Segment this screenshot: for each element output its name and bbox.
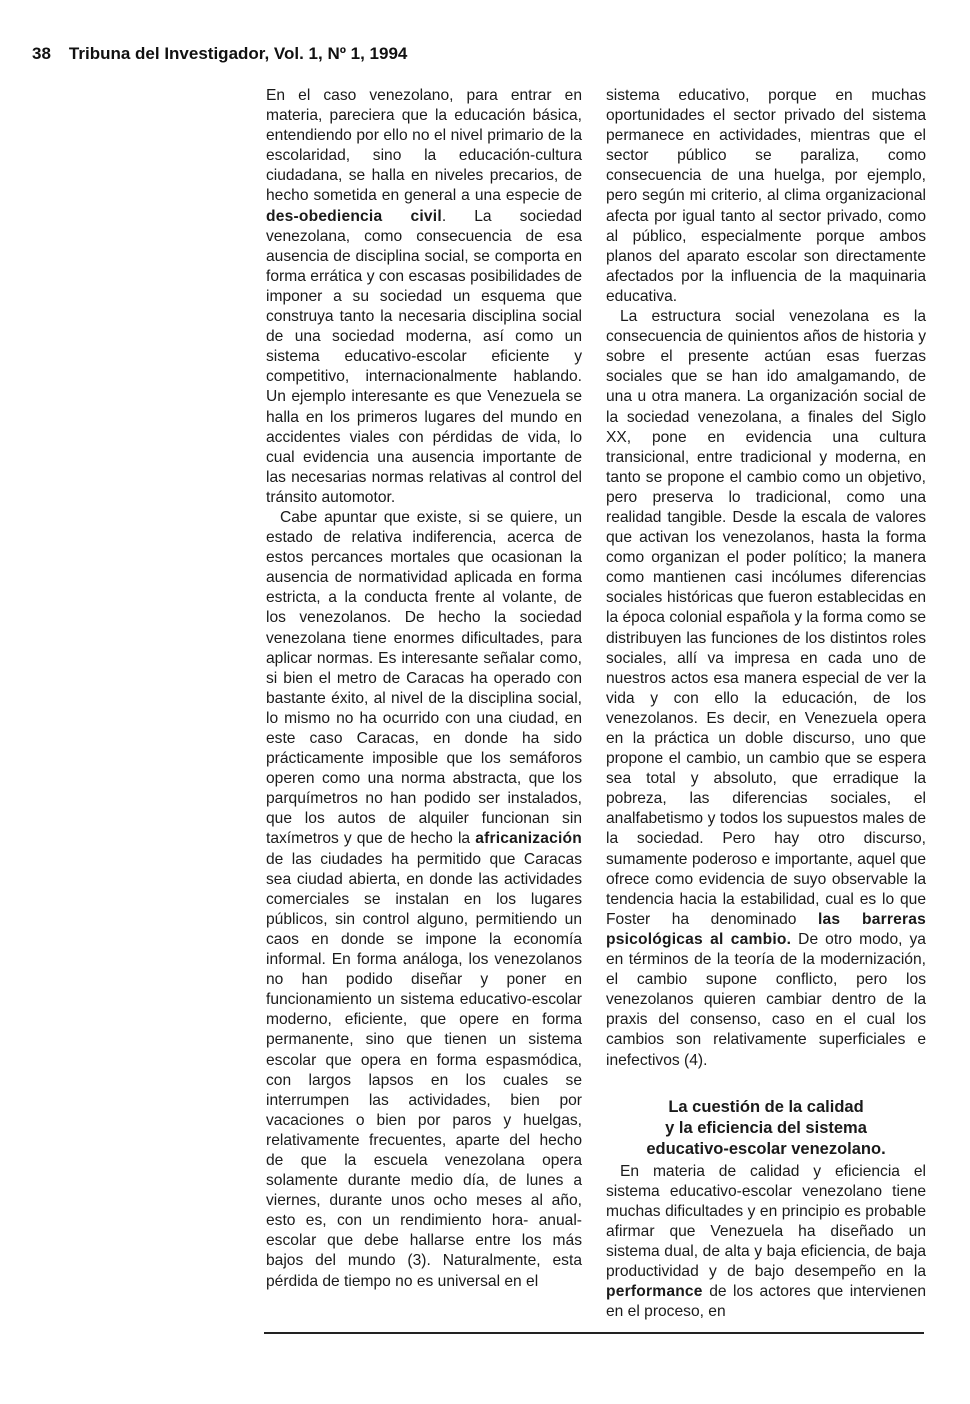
paragraph <box>606 1162 926 1323</box>
heading-line: La cuestión de la calidad <box>668 1097 864 1116</box>
footer-rule <box>264 1332 924 1334</box>
section-heading <box>606 1097 926 1160</box>
heading-line: educativo-escolar venezolano. <box>646 1139 886 1158</box>
text-run: La estructura social venezolana es la consecuencia de quinientos años de historia y sobre el presente actúan esas fuerzas sociales que se han ido amalgamando, de una u otra manera. La organización social de la sociedad venezolana, a finales del Siglo XX, pone en evidencia una cultura transicional, entre tradicional y moderna, en tanto se propone el cambio como un objetivo, pero preserva lo tradicional, como una realidad tangible. Desde la escala de valores que activan los venezolanos, hasta la forma como organizan el poder político; la manera como mantienen casi incólumes diferencias sociales históricas que fueron establecidas en la época colonial española y la forma como se distribuyen las funciones de los distintos roles sociales, allí va impresa en cada uno de nuestros actos esa manera especial de ver la vida y con ello la educación, de los venezolanos. Es decir, en Venezuela opera en la práctica un doble discurso, uno que propone el cambio, un cambio que se espera sea total y absoluto, que erradique la pobreza, las diferencias sociales, el analfabetismo y todos los supuestos males de la sociedad. Pero hay otro discurso, sumamente poderoso e importante, aquel que ofrece como evidencia de suyo observable la tendencia hacia la estabilidad, cual es lo que Foster ha denominado <box>606 308 926 928</box>
running-header <box>32 44 407 64</box>
bold-term: las barreras psicológicas al cambio. <box>606 910 926 948</box>
bold-term: africanización <box>475 830 582 848</box>
paragraph <box>266 86 582 508</box>
text-run: Cabe apuntar que existe, si se quiere, un estado de relativa indiferencia, acerca de estos percances mortales que ocasionan la ausencia de normatividad aplicada en forma estricta, a la conducta frente al volante, de los venezolanos. De hecho la sociedad venezolana tiene enormes dificultades, para aplicar normas. Es interesante señalar como, si bien el metro de Caracas ha operado con bastante éxito, al nivel de la disciplina social, lo mismo no ha ocurrido con una ciudad, en este caso Caracas, en donde ha sido prácticamente imposible que los semáforos operen como una norma abstracta, que los parquímetros no han podido ser instalados, que los autos de alquiler funcionan sin taxímetros y que de hecho la <box>266 508 582 848</box>
left-column <box>266 86 582 1292</box>
paragraph <box>266 508 582 1292</box>
text-run: De otro modo, ya en términos de la teoría de la modernización, el cambio supone conflicto, pero los venezolanos quieren cambiar dentro de la praxis del consenso, caso en el cual los cambios son relativamente superficiales e inefectivos (4). <box>606 930 926 1069</box>
bold-term: performance <box>606 1283 703 1301</box>
text-run: de las ciudades ha permitido que Caracas sea ciudad abierta, en donde las actividades comerciales se instalan en los lugares públicos, sin control alguno, permitiendo un caos en donde se impone la economía informal. En forma análoga, los venezolanos no han podido diseñar y poner en funcionamiento un sistema educativo-escolar moderno, eficiente, que opere en forma permanente, sino que tienen un sistema escolar que opera en forma espasmódica, con largos lapsos en los cuales se interrumpen las actividades, bien por vacaciones o bien por paros y huelgas, relativamente frecuentes, aparte del hecho de que la escuela venezolana opera solamente durante medio día, de lunes a viernes, durante unos ocho meses al año, esto es, con un rendimiento hora- anual-escolar que debe hallarse entre los más bajos del mundo (3). Naturalmente, esta pérdida de tiempo no es universal en el <box>266 850 582 1290</box>
text-run: . La sociedad venezolana, como consecuencia de esa ausencia de disciplina social, se comporta en forma errática y con escasas posibilidades de imponer a su sociedad un esquema que construya tanto la necesaria disciplina social de una sociedad moderna, así como un sistema educativo-escolar eficiente y competitivo, internacionalmente hablando. Un ejemplo interesante es que Venezuela se halla en los primeros lugares del mundo en accidentes viales con pérdidas de vida, lo cual evidencia una ausencia importante de las necesarias normas relativas al control del tránsito automotor. <box>266 207 582 506</box>
page-number: 38 <box>32 44 51 63</box>
text-run: En materia de calidad y eficiencia el sistema educativo-escolar venezolano tiene muchas dificultades y en principio es probable afirmar que Venezuela ha diseñado un sistema dual, de alta y baja eficiencia, de baja productividad y de bajo desempeño en la <box>606 1162 926 1281</box>
text-run: En el caso venezolano, para entrar en materia, pareciera que la educación básica, entendiendo por ello no el nivel primario de la escolaridad, sino la educación-cultura ciudadana, se halla en niveles precarios, de hecho sometida en general a una especie de <box>266 87 582 205</box>
journal-title: Tribuna del Investigador, Vol. 1, Nº 1, 1994 <box>68 44 408 63</box>
bold-term: des-obediencia civil <box>266 207 442 225</box>
paragraph <box>606 307 926 1071</box>
paragraph: sistema educativo, porque en muchas oportunidades el sector privado del sistema permanece en actividades, mientras que el sector público se paraliza, como consecuencia de una huelga, por ejemplo, pero según mi criterio, al clima organizacional afecta por igual tanto al sector privado, como al público, especialmente porque ambos planos del aparato escolar son directamente afectados por la influencia de la maquinaria educativa. <box>606 87 926 305</box>
heading-line: y la eficiencia del sistema <box>665 1118 867 1137</box>
right-column <box>606 86 926 1322</box>
text-run: de los actores que intervienen en el proceso, en <box>606 1283 926 1321</box>
